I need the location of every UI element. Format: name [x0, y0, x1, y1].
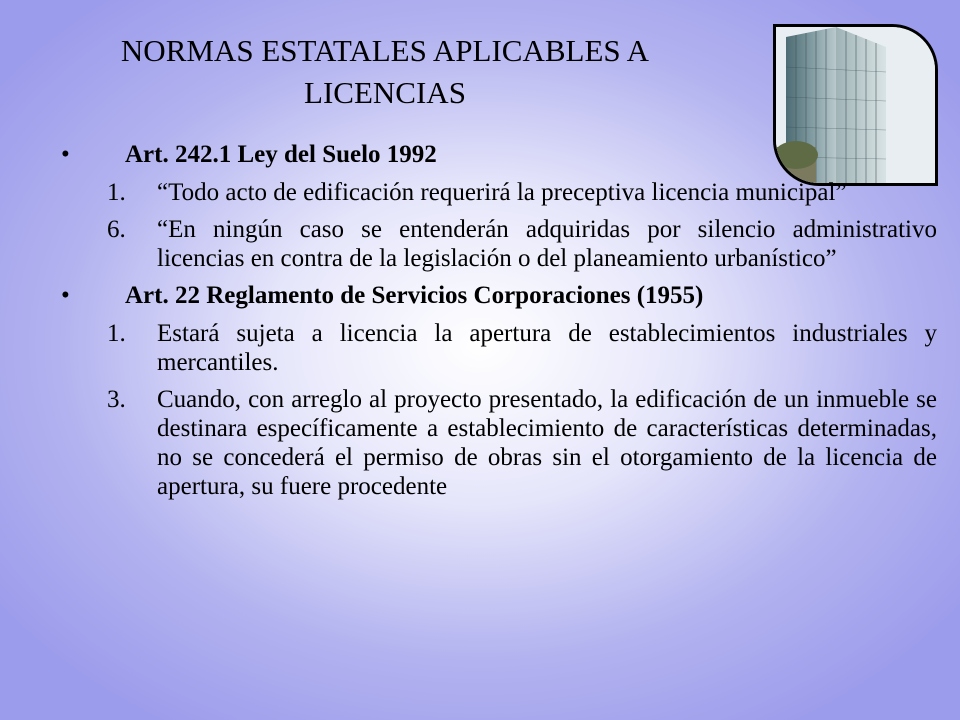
bullet-icon: • [61, 141, 70, 168]
list-item [55, 319, 945, 377]
slide-title [40, 30, 730, 114]
item-text: Estará sujeta a licencia la apertura de establecimientos industriales y mercantiles. [157, 320, 937, 376]
item-text: “Todo acto de edificación requerirá la preceptiva licencia municipal” [157, 179, 847, 206]
title-line-2: LICENCIAS [304, 75, 466, 110]
numbered-list [55, 178, 945, 273]
numbered-list [55, 319, 945, 501]
item-text: Cuando, con arreglo al proyecto presentado, la edificación de un inmueble se destinara específicamente a establecimiento de características determinadas, no se concederá el permiso de obras sin el otorgamiento de la licencia de apertura, su fuere procedente [157, 386, 937, 500]
bullet-heading [55, 281, 945, 310]
item-number: 3. [107, 386, 126, 413]
item-text: “En ningún caso se entenderán adquiridas por silencio administrativo licencias en contra de la legislación o del planeamiento urbanístico” [157, 216, 937, 272]
item-number: 1. [107, 320, 126, 347]
item-number: 6. [107, 216, 126, 243]
bullet-icon: • [61, 282, 70, 309]
list-item [55, 385, 945, 501]
section-heading: Art. 22 Reglamento de Servicios Corporaciones (1955) [125, 282, 704, 309]
slide-content [55, 140, 945, 509]
list-item [55, 215, 945, 273]
item-number: 1. [107, 179, 126, 206]
section-heading: Art. 242.1 Ley del Suelo 1992 [125, 141, 437, 168]
bullet-heading [55, 140, 945, 169]
section-reglamento-servicios [55, 281, 945, 501]
list-item [55, 178, 945, 207]
title-line-1: NORMAS ESTATALES APLICABLES A [120, 33, 650, 68]
section-ley-del-suelo [55, 140, 945, 273]
